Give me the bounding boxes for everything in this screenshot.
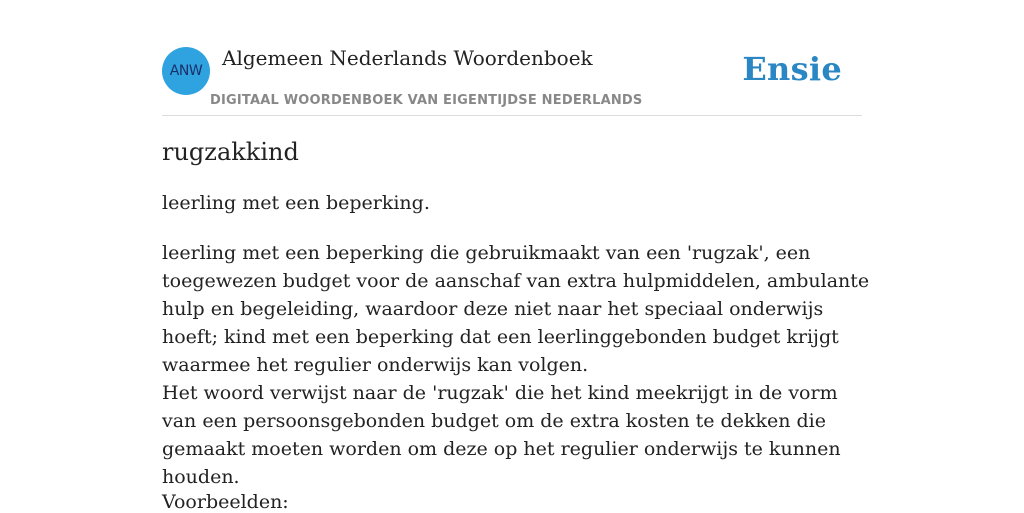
examples-heading: Voorbeelden:	[162, 491, 289, 513]
etymology-explanation: Het woord verwijst naar de 'rugzak' die het kind meekrijgt in de vorm van een persoonsgebonden budget om de extra kosten te dekken die gemaakt moeten worden om deze op het regulier onderwijs te kunnen houden.	[162, 382, 841, 488]
site-subtitle: DIGITAAL WOORDENBOEK VAN EIGENTIJDSE NEDERLANDS	[210, 93, 643, 108]
long-definition-block	[162, 239, 872, 491]
page-container	[162, 0, 870, 513]
short-definition: leerling met een beperking.	[162, 192, 430, 214]
anw-logo[interactable]	[162, 47, 210, 95]
entry-headword: rugzakkind	[162, 138, 299, 166]
ensie-logo-link[interactable]: Ensie	[742, 50, 842, 88]
site-title: Algemeen Nederlands Woordenboek	[222, 46, 593, 70]
logo-text: ANW	[169, 63, 203, 79]
long-definition: leerling met een beperking die gebruikmaakt van een 'rugzak', een toegewezen budget voor de aanschaf van extra hulpmiddelen, ambulante hulp en begeleiding, waardoor deze niet naar het speciaal onderwijs hoeft; kind met een beperking dat een leerlinggebonden budget krijgt waarmee het regulier onderwijs kan volgen.	[162, 242, 870, 376]
site-header	[162, 0, 862, 116]
